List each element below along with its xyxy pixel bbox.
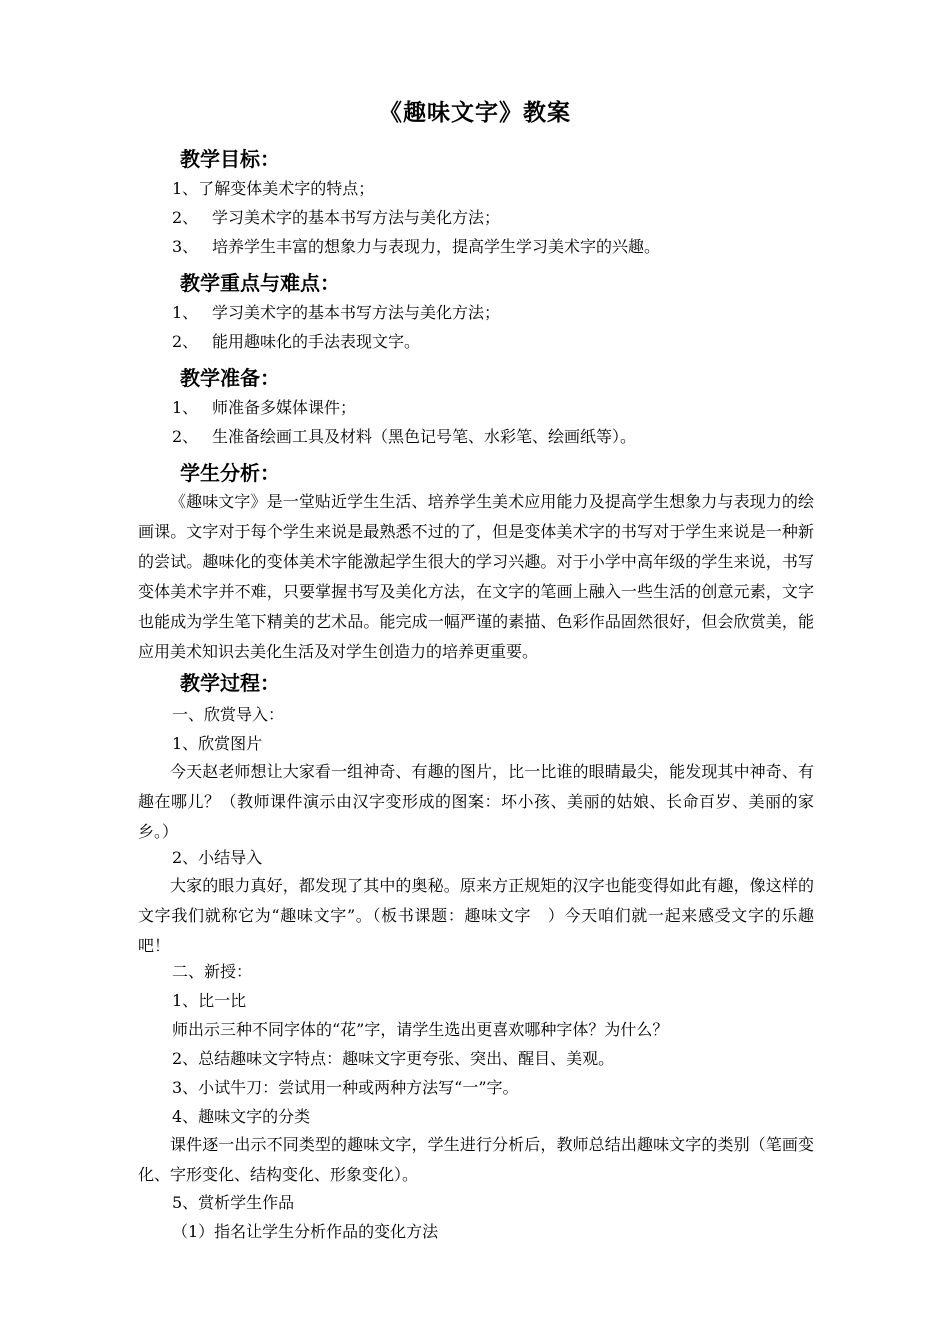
- process-step-2-4: 4、趣味文字的分类: [172, 1107, 311, 1126]
- process-step-2-1-text: 师出示三种不同字体的“花”字，请学生选出更喜欢哪种字体？为什么？: [172, 1020, 669, 1039]
- heading-goals: 教学目标：: [180, 147, 280, 171]
- goal-item-1: 1、了解变体美术字的特点；: [172, 179, 375, 198]
- goal-item-2: 2、 学习美术字的基本书写方法与美化方法；: [172, 208, 501, 227]
- process-part-2: 二、新授：: [172, 962, 253, 981]
- prep-item-2: 2、 生准备绘画工具及材料（黑色记号笔、水彩笔、绘画纸等）。: [172, 427, 637, 446]
- process-step-1-2: 2、小结导入: [172, 848, 263, 867]
- heading-prep: 教学准备：: [180, 366, 280, 390]
- keypoint-item-2: 2、 能用趣味化的手法表现文字。: [172, 332, 421, 351]
- document-title: 《趣味文字》教案: [379, 100, 571, 126]
- prep-item-1: 1、 师准备多媒体课件；: [172, 398, 357, 417]
- process-step-1-1: 1、欣赏图片: [172, 734, 263, 753]
- process-step-1-1-text: 今天赵老师想让大家看一组神奇、有趣的图片，比一比谁的眼睛最尖，能发现其中神奇、有趣在哪儿？（教师课件演示由汉字变形成的图案：坏小孩、美丽的姑娘、长命百岁、美丽的家乡。）: [138, 762, 814, 841]
- analysis-paragraph: 《趣味文字》是一堂贴近学生生活、培养学生美术应用能力及提高学生想象力与表现力的绘画课。文字对于每个学生来说是最熟悉不过的了，但是变体美术字的书写对于学生来说是一种新的尝试。趣味化的变体美术字能激起学生很大的学习兴趣。对于小学中高年级的学生来说，书写变体美术字并不难，只要掌握书写及美化方法，在文字的笔画上融入一些生活的创意元素，文字也能成为学生笔下精美的艺术品。能完成一幅严谨的素描、色彩作品固然很好，但会欣赏美，能应用美术知识去美化生活及对学生创造力的培养更重要。: [138, 492, 814, 661]
- heading-keypoints: 教学重点与难点：: [180, 271, 340, 295]
- goal-item-3: 3、 培养学生丰富的想象力与表现力，提高学生学习美术字的兴趣。: [172, 237, 661, 256]
- process-step-2-3: 3、小试牛刀：尝试用一种或两种方法写“一”字。: [172, 1078, 519, 1097]
- process-step-2-4-text: 课件逐一出示不同类型的趣味文字，学生进行分析后，教师总结出趣味文字的类别（笔画变化、字形变化、结构变化、形象变化）。: [138, 1135, 814, 1184]
- process-step-2-1: 1、比一比: [172, 991, 247, 1010]
- process-step-1-2-text: 大家的眼力真好，都发现了其中的奥秘。原来方正规矩的汉字也能变得如此有趣，像这样的文字我们就称它为“趣味文字”。（板书课题：趣味文字 ）今天咱们就一起来感受文字的乐趣吧！: [138, 876, 814, 955]
- heading-analysis: 学生分析：: [180, 461, 280, 485]
- heading-process: 教学过程：: [180, 671, 280, 695]
- process-step-2-2: 2、总结趣味文字特点：趣味文字更夸张、突出、醒目、美观。: [172, 1049, 615, 1068]
- process-part-1: 一、欣赏导入：: [172, 705, 285, 724]
- process-step-2-5-1: （1）指名让学生分析作品的变化方法: [172, 1222, 439, 1241]
- keypoint-item-1: 1、 学习美术字的基本书写方法与美化方法；: [172, 303, 501, 322]
- process-step-2-5: 5、赏析学生作品: [172, 1193, 295, 1212]
